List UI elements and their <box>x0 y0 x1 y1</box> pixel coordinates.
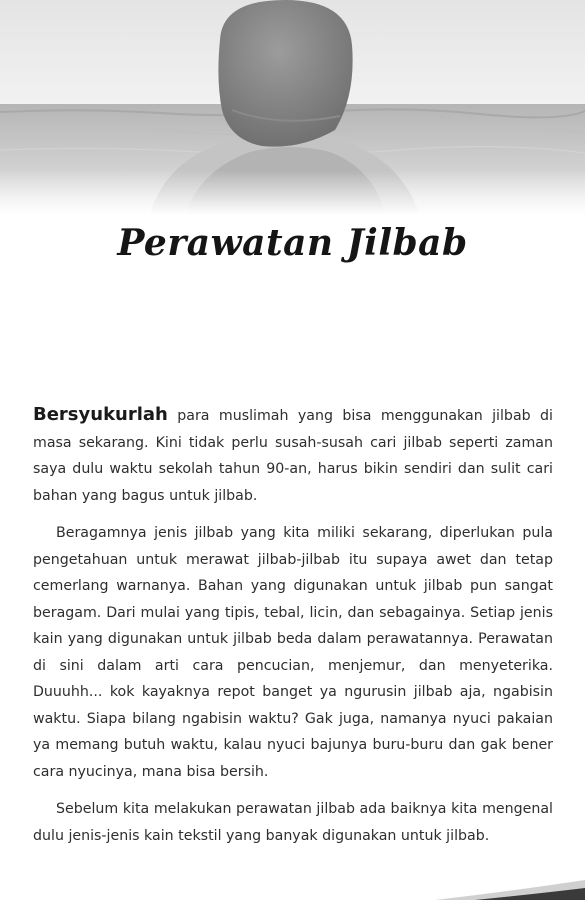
article-body <box>33 402 553 860</box>
page-title: Perawatan Jilbab <box>117 222 468 264</box>
paragraph-2: Beragamnya jenis jilbab yang kita miliki sekarang, diperlukan pula pengetahuan untuk merawat jilbab-jilbab itu supaya awet dan tetap cemerlang warnanya. Bahan yang digunakan untuk jilbab pun sangat beragam. Dari mulai yang tipis, tebal, licin, dan sebagainya. Setiap jenis kain yang digunakan untuk jilbab beda dalam perawatannya. Perawatan di sini dalam arti cara pencucian, menjemur, dan menyeterika. Duuuhh... kok kayaknya repot banget ya ngurusin jilbab aja, ngabisin waktu. Siapa bilang ngabisin waktu? Gak juga, namanya nyuci pakaian ya memang butuh waktu, kalau nyuci bajunya buru-buru dan gak bener cara nyucinya, mana bisa bersih. <box>33 525 553 780</box>
lead-word: Bersyukurlah <box>33 404 168 425</box>
paragraph-1 <box>33 402 553 509</box>
veiled-woman-by-sea-photo <box>0 0 585 215</box>
paragraph-1-text: para muslimah yang bisa menggunakan jilbab di masa sekarang. Kini tidak perlu susah-susah cari jilbab seperti zaman saya dulu waktu sekolah tahun 90-an, harus bikin sendiri dan sulit cari bahan yang bagus untuk jilbab. <box>33 408 553 504</box>
paragraph-3: Sebelum kita melakukan perawatan jilbab ada baiknya kita mengenal dulu jenis-jenis kain tekstil yang banyak digunakan untuk jilbab. <box>33 801 553 844</box>
header-photo <box>0 0 585 215</box>
corner-decoration <box>435 878 585 900</box>
